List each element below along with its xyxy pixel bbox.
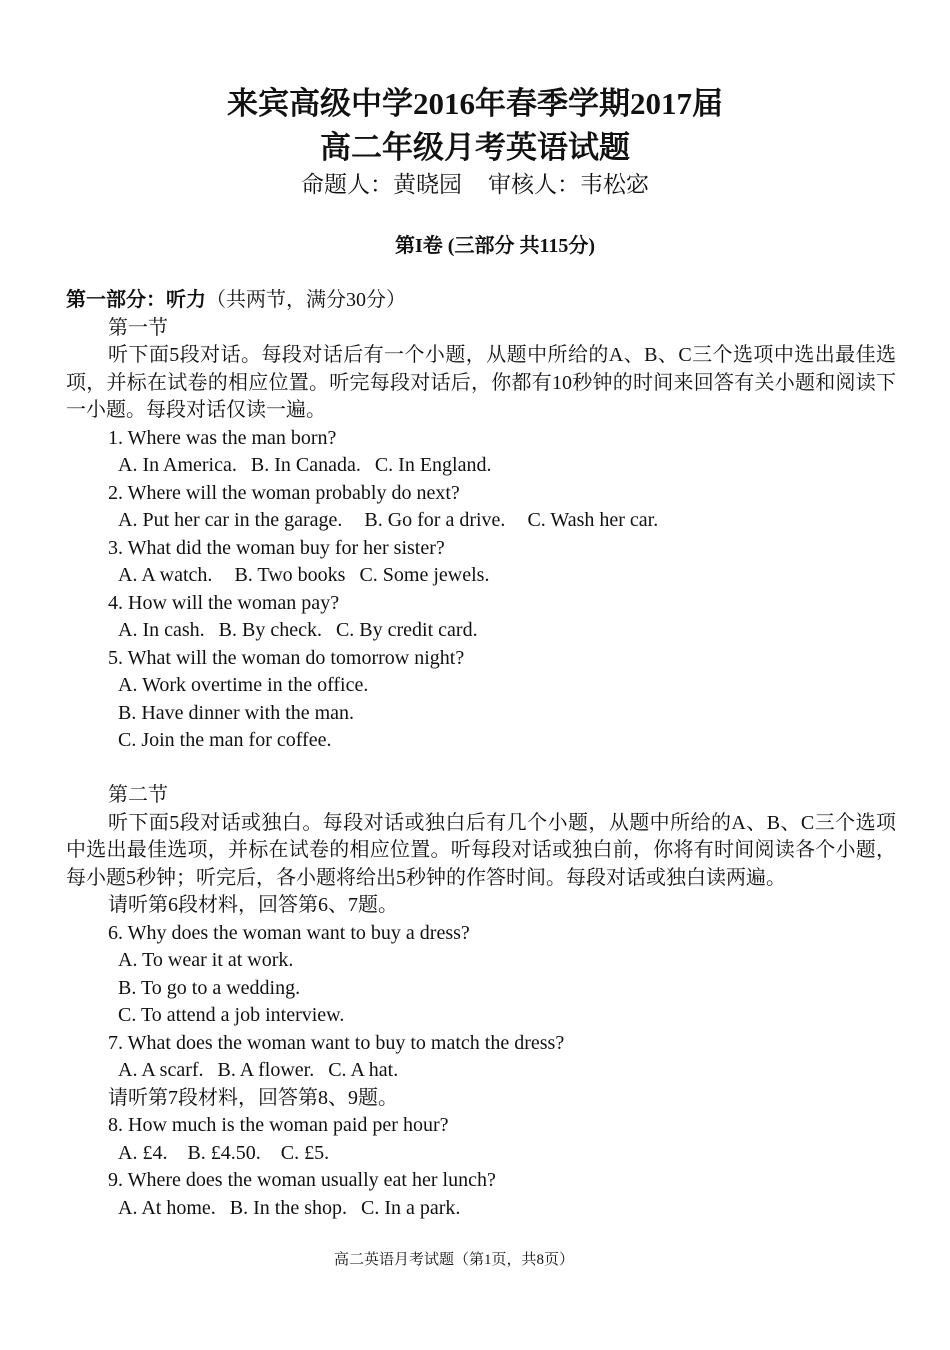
authors-line <box>0 170 950 200</box>
section1-label: 第一节 <box>108 316 168 339</box>
question-6-option-c: C. To attend a job interview. <box>118 1004 345 1026</box>
page-footer: 高二英语月考试题（第1页，共8页） <box>333 1252 574 1268</box>
author-label: 命题人：黄晓园 <box>301 172 462 197</box>
question-2-options: A. Put her car in the garage. B. Go for a drive. C. Wash her car. <box>118 509 659 531</box>
question-4-options: A. In cash. B. By check. C. By credit card. <box>118 619 478 641</box>
question-4: 4. How will the woman pay? <box>108 591 340 614</box>
question-2: 2. Where will the woman probably do next? <box>108 481 460 504</box>
reviewer-label: 审核人：韦松宓 <box>488 172 649 197</box>
question-8-options: A. £4. B. £4.50. C. £5. <box>118 1141 330 1164</box>
part1-heading: 第一部分：听力（共两节，满分30分） <box>66 289 406 311</box>
volume-heading: 第I卷 (三部分 共115分) <box>395 235 595 257</box>
question-1-options: A. In America. B. In Canada. C. In England. <box>118 454 492 476</box>
question-9-options: A. At home. B. In the shop. C. In a park. <box>118 1196 461 1219</box>
exam-title-line2: 高二年级月考英语试题 <box>320 130 630 165</box>
exam-content <box>66 287 896 1222</box>
material-6-note: 请听第6段材料，回答第6、7题。 <box>108 894 398 916</box>
material-7-note: 请听第7段材料，回答第8、9题。 <box>108 1086 398 1109</box>
question-8: 8. How much is the woman paid per hour? <box>108 1114 449 1136</box>
question-6: 6. Why does the woman want to buy a dress? <box>108 921 470 944</box>
exam-title-line1: 来宾高级中学2016年春季学期2017届 <box>227 86 723 121</box>
question-5-option-a: A. Work overtime in the office. <box>118 674 369 696</box>
section1-instructions: 听下面5段对话。每段对话后有一个小题，从题中所给的A、B、C三个选项中选出最佳选项，并标在试卷的相应位置。听完每段对话后，你都有10秒钟的时间来回答有关小题和阅读下一小题。每段对话仅读一遍。 <box>66 344 896 421</box>
section2-instructions: 听下面5段对话或独白。每段对话或独白后有几个小题，从题中所给的A、B、C三个选项中选出最佳选项，并标在试卷的相应位置。听每段对话或独白前，你将有时间阅读各个小题，每小题5秒钟；听完后，各小题将给出5秒钟的作答时间。每段对话或独白读两遍。 <box>66 811 896 889</box>
question-5-option-c: C. Join the man for coffee. <box>118 729 332 751</box>
question-1: 1. Where was the man born? <box>108 426 337 449</box>
spacer <box>66 755 896 783</box>
question-6-option-b: B. To go to a wedding. <box>118 976 301 999</box>
question-6-option-a: A. To wear it at work. <box>118 949 294 971</box>
section2-label: 第二节 <box>108 784 168 806</box>
question-9: 9. Where does the woman usually eat her lunch? <box>108 1169 496 1191</box>
question-7-options: A. A scarf. B. A flower. C. A hat. <box>118 1059 399 1081</box>
question-7: 7. What does the woman want to buy to match the dress? <box>108 1031 565 1054</box>
question-3-options: A. A watch. B. Two books C. Some jewels. <box>118 564 490 586</box>
question-5: 5. What will the woman do tomorrow night? <box>108 646 465 669</box>
question-5-option-b: B. Have dinner with the man. <box>118 701 355 724</box>
question-3: 3. What did the woman buy for her sister? <box>108 536 445 559</box>
